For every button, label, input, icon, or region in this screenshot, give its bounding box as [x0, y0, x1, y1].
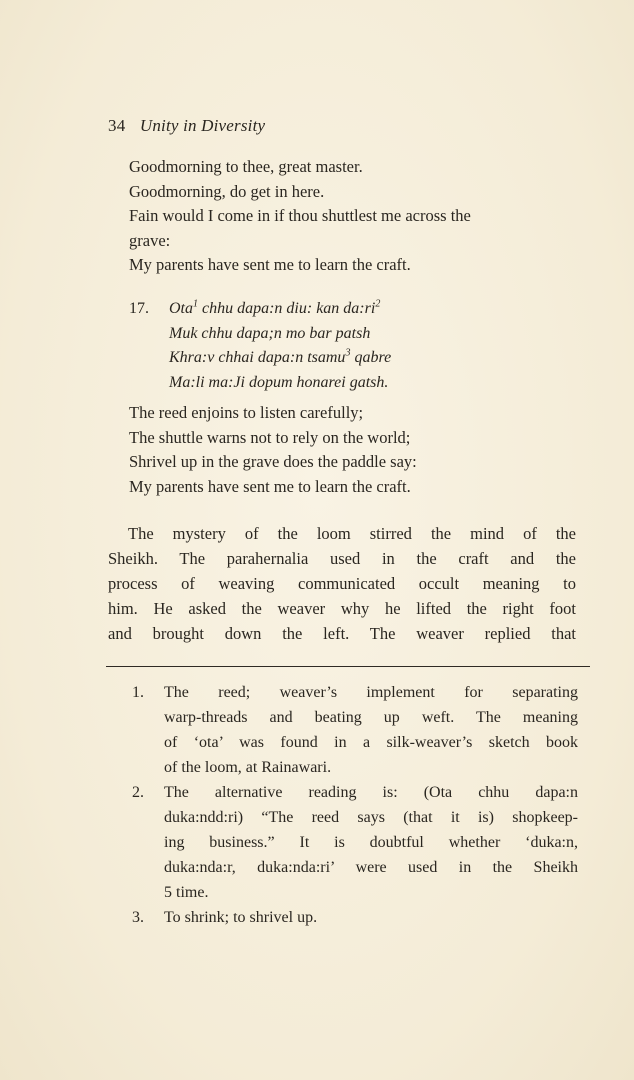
footnote — [132, 680, 578, 780]
translation-line: The reed enjoins to listen carefully; — [129, 403, 364, 422]
running-header — [108, 116, 265, 136]
footnote-divider — [106, 666, 590, 667]
stanza-line: grave: — [129, 230, 171, 250]
translation-line: My parents have sent me to learn the craft. — [129, 476, 411, 496]
body-paragraph — [108, 521, 576, 646]
stanza-line: Goodmorning, do get in here. — [129, 181, 325, 201]
footnote-ref: 3 — [345, 347, 351, 359]
verse-number: 17. — [129, 300, 149, 317]
stanza-line: Fain would I come in if thou shuttlest me across the — [129, 206, 471, 225]
stanza-top — [129, 155, 581, 278]
page-number: 34 — [108, 116, 126, 135]
footnote-line: The alternative reading is: (Ota chhu dapa:n — [164, 784, 578, 801]
footnote-number: 1. — [132, 684, 144, 701]
verse-line: chhu dapa:n diu: kan da:ri — [198, 300, 376, 317]
footnote-line: To shrink; to shrivel up. — [164, 909, 318, 926]
footnotes — [132, 680, 578, 930]
verse-line: Muk chhu dapa;n mo bar patsh — [169, 324, 371, 342]
footnote-number: 3. — [132, 909, 144, 926]
translation-line: Shrivel up in the grave does the paddle say: — [129, 452, 417, 471]
stanza-line: My parents have sent me to learn the craft. — [129, 255, 411, 274]
paragraph-line: him. He asked the weaver why he lifted the right foot — [108, 599, 576, 618]
translation-line: The shuttle warns not to rely on the world; — [129, 427, 411, 447]
footnote-line: The reed; weaver’s implement for separating — [164, 684, 578, 701]
verse-line: Khra:v chhai dapa:n tsamu — [169, 349, 346, 366]
footnote-line: ing business.” It is doubtful whether ‘duka:n, — [164, 834, 578, 851]
running-title: Unity in Diversity — [139, 116, 266, 135]
footnote-line: 5 time. — [164, 884, 209, 901]
verse-line: qabre — [350, 349, 392, 366]
paragraph-line: and brought down the left. The weaver replied that — [108, 624, 576, 643]
footnote-line: of the loom, at Rainawari. — [164, 759, 332, 776]
footnote-line: warp-threads and beating up weft. The meaning — [164, 709, 578, 726]
verse-line: Ota — [169, 300, 193, 317]
footnote-line: of ‘ota’ was found in a silk-weaver’s sketch book — [164, 734, 578, 751]
footnote-line: duka:ndd:ri) “The reed says (that it is) shopkeep- — [164, 809, 578, 826]
footnote — [132, 780, 578, 905]
stanza-line: Goodmorning to thee, great master. — [129, 157, 363, 176]
footnote-number: 2. — [132, 784, 144, 801]
footnote-ref: 2 — [375, 298, 381, 310]
verse-line: Ma:li ma:Ji dopum honarei gatsh. — [169, 373, 389, 391]
verse-translation — [129, 401, 581, 499]
footnote — [132, 905, 578, 930]
paragraph-line: process of weaving communicated occult meaning to — [108, 574, 576, 593]
paragraph-line: Sheikh. The parahernalia used in the craft and the — [108, 549, 576, 568]
footnote-ref: 1 — [193, 298, 198, 310]
paragraph-line: The mystery of the loom stirred the mind of the — [128, 524, 576, 543]
kashmiri-verse — [129, 297, 581, 395]
footnote-line: duka:nda:r, duka:nda:ri’ were used in the Sheikh — [164, 859, 578, 876]
